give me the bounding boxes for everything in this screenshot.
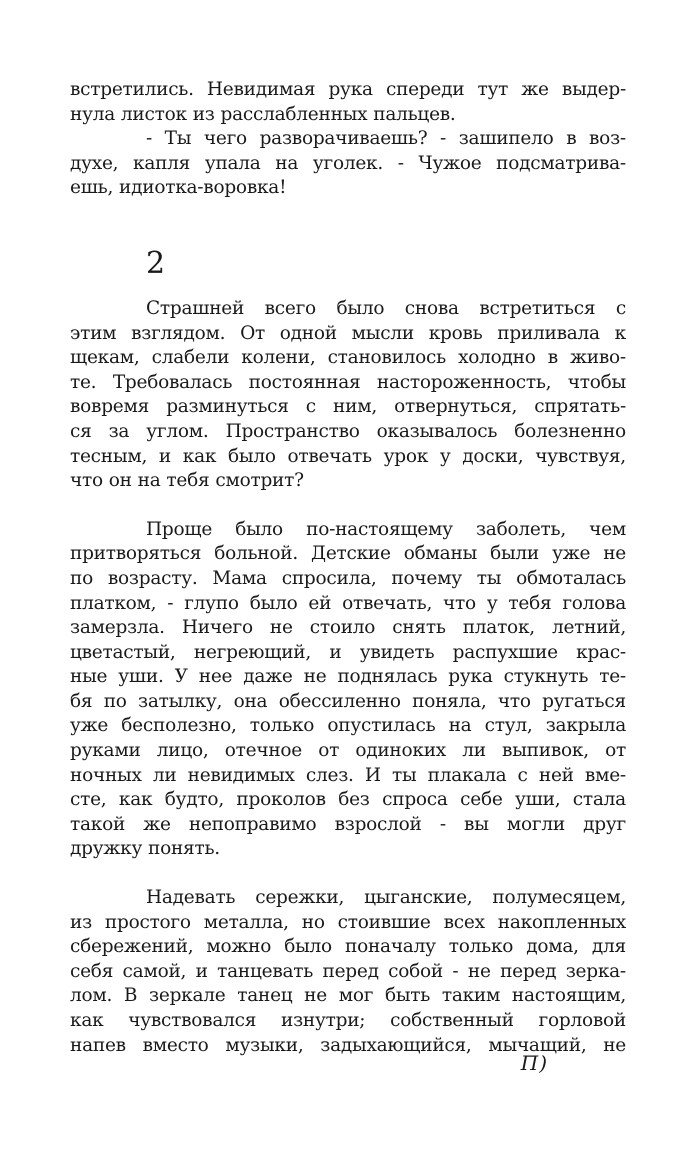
text-line: те. Требовалась постоянная настороженность, чтобы: [70, 371, 626, 393]
text-line: Проще было по-настоящему заболеть, чем: [146, 518, 626, 540]
text-line: притворяться больной. Детские обманы были уже не: [70, 543, 626, 565]
text-line: вовремя разминуться с ним, отвернуться, спрятать-: [70, 396, 626, 418]
text-line: ные уши. У нее даже не поднялась рука стукнуть те-: [70, 666, 626, 688]
text-line: ночных ли невидимых слез. И ты плакала с ней вме-: [70, 764, 626, 786]
text-line: духе, капля упала на уголек. - Чужое подсматрива-: [70, 152, 626, 174]
spacer: [70, 281, 626, 297]
text-line: как чувствовался изнутри; собственный горловой: [70, 1010, 626, 1031]
text-line: встретились. Невидимая рука спереди тут же выдер-: [70, 79, 626, 100]
text-line: Страшней всего было снова встретиться с: [146, 297, 626, 319]
text-line: бя по затылку, она обессиленно поняла, что ругаться: [70, 690, 626, 712]
text-line: дружку понять.: [70, 838, 220, 860]
paragraph-continuation: [70, 78, 626, 127]
text-line: сте, как будто, проколов без спроса себе уши, стала: [70, 789, 626, 811]
text-line: - Ты чего разворачиваешь? - зашипело в воз-: [146, 128, 626, 150]
page-body: [70, 78, 626, 1058]
paragraph: [70, 886, 626, 1058]
text-line: этим взглядом. От одной мысли кровь приливала к: [70, 322, 626, 344]
spacer: [70, 201, 626, 247]
text-line: по возрасту. Мама спросила, почему ты обмоталась: [70, 567, 626, 589]
text-line: нула листок из расслабленных пальцев.: [70, 103, 456, 125]
text-line: замерзла. Ничего не стоило снять платок, летний,: [70, 617, 626, 639]
chapter-number: 2: [146, 245, 165, 281]
text-line: Надевать сережки, цыганские, полумесяцем,: [146, 887, 626, 909]
spacer: [70, 494, 626, 518]
text-line: руками лицо, отечное от одиноких ли выпивок, от: [70, 740, 626, 762]
page-folio: П): [520, 1051, 548, 1075]
text-line: тесным, и как было отвечать урок у доски, чувствуя,: [70, 445, 626, 467]
paragraph: [70, 297, 626, 494]
text-line: такой же непоправимо взрослой - вы могли друг: [70, 813, 626, 835]
text-line: платком, - глупо было ей отвечать, что у тебя голова: [70, 592, 626, 614]
text-line: из простого металла, но стоившие всех накопленных: [70, 911, 626, 933]
text-line: себя самой, и танцевать перед собой - не перед зерка-: [70, 960, 626, 982]
paragraph: [70, 518, 626, 862]
text-line: щекам, слабели колени, становилось холодно в живо-: [70, 347, 626, 369]
text-line: напев вместо музыки, задыхающийся, мычащий, не: [70, 1034, 626, 1056]
text-line: цветастый, негреющий, и увидеть распухшие крас-: [70, 641, 626, 663]
text-line: что он на тебя смотрит?: [70, 470, 304, 492]
text-line: ешь, идиотка-воровка!: [70, 177, 287, 199]
text-line: уже бесполезно, только опустилась на стул, закрыла: [70, 715, 626, 737]
text-line: лом. В зеркале танец не мог быть таким настоящим,: [70, 985, 626, 1007]
spacer: [70, 862, 626, 886]
text-line: ся за углом. Пространство оказывалось болезненно: [70, 420, 626, 442]
text-line: сбережений, можно было поначалу только дома, для: [70, 936, 626, 958]
paragraph-dialogue: [70, 127, 626, 201]
